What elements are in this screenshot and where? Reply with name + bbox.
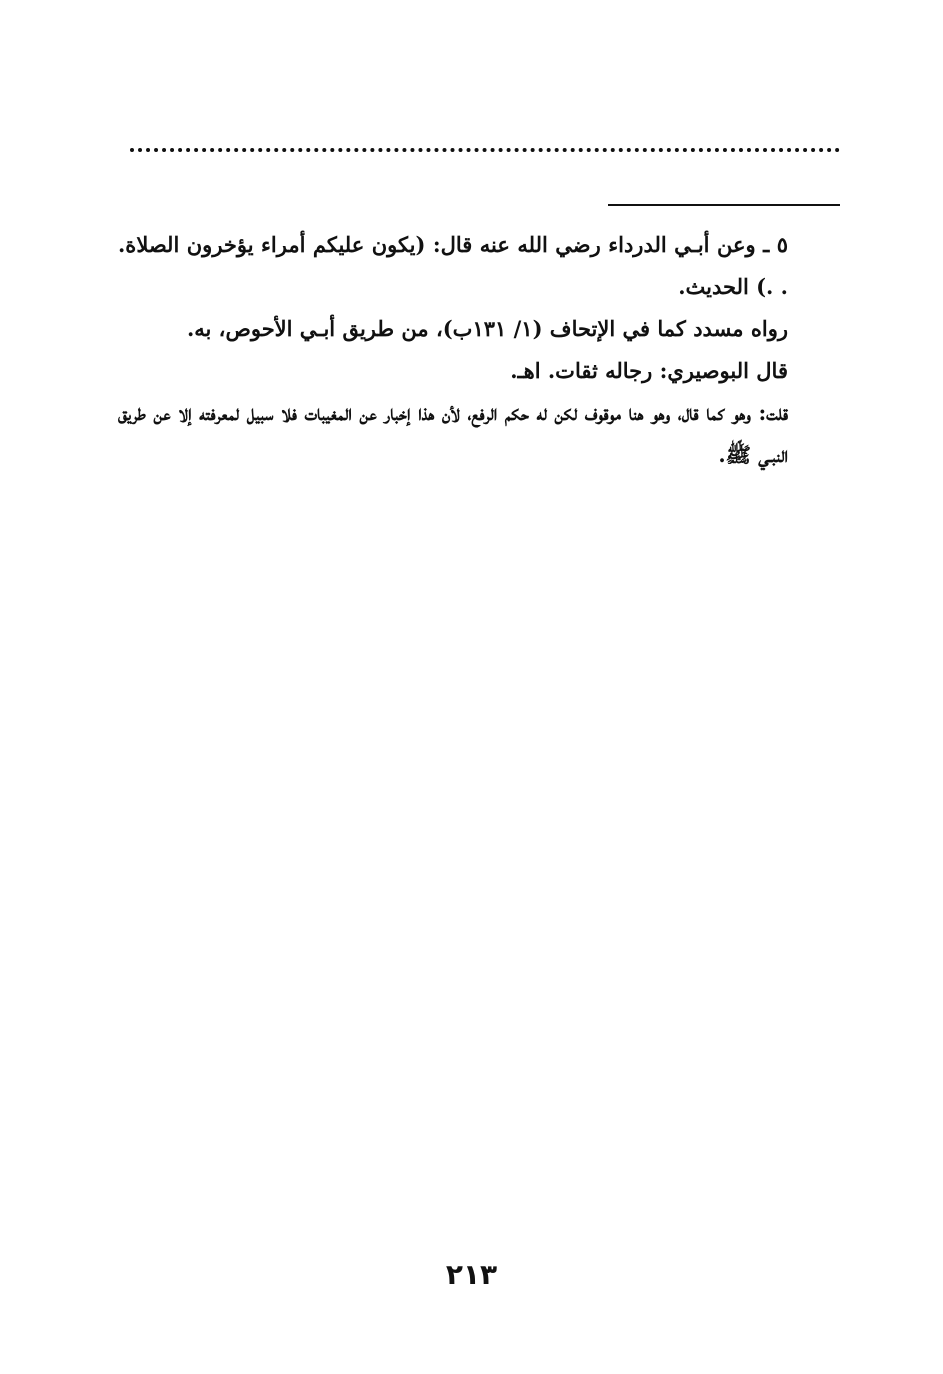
footnote-paragraph-narration: رواه مسدد كما في الإتحاف (١/ ١٣١ب)، من طريق أبـي الأحوص، به. [186,316,788,341]
page-number: ٢١٣ [445,1258,498,1291]
footnote-paragraph-busiri: قال البوصيري: رجاله ثقات. اهـ. [510,358,788,383]
footnote-paragraph-comment: قلت: وهو كما قال، وهو هنا موقوف لكن له حكم الرفع، لأن هذا إخبار عن المغيبات فلا سبيل لمعرفته إلا عن طريق النبـي ﷺ. [118,400,788,467]
footnote-rule [608,204,840,206]
footnote-paragraph-hadith: ٥ ـ وعن أبـي الدرداء رضي الله عنه قال: (يكون عليكم أمراء يؤخرون الصلاة. . .) الحديث. [118,232,788,299]
footnote-block [118,224,840,476]
dotted-separator [130,148,840,152]
